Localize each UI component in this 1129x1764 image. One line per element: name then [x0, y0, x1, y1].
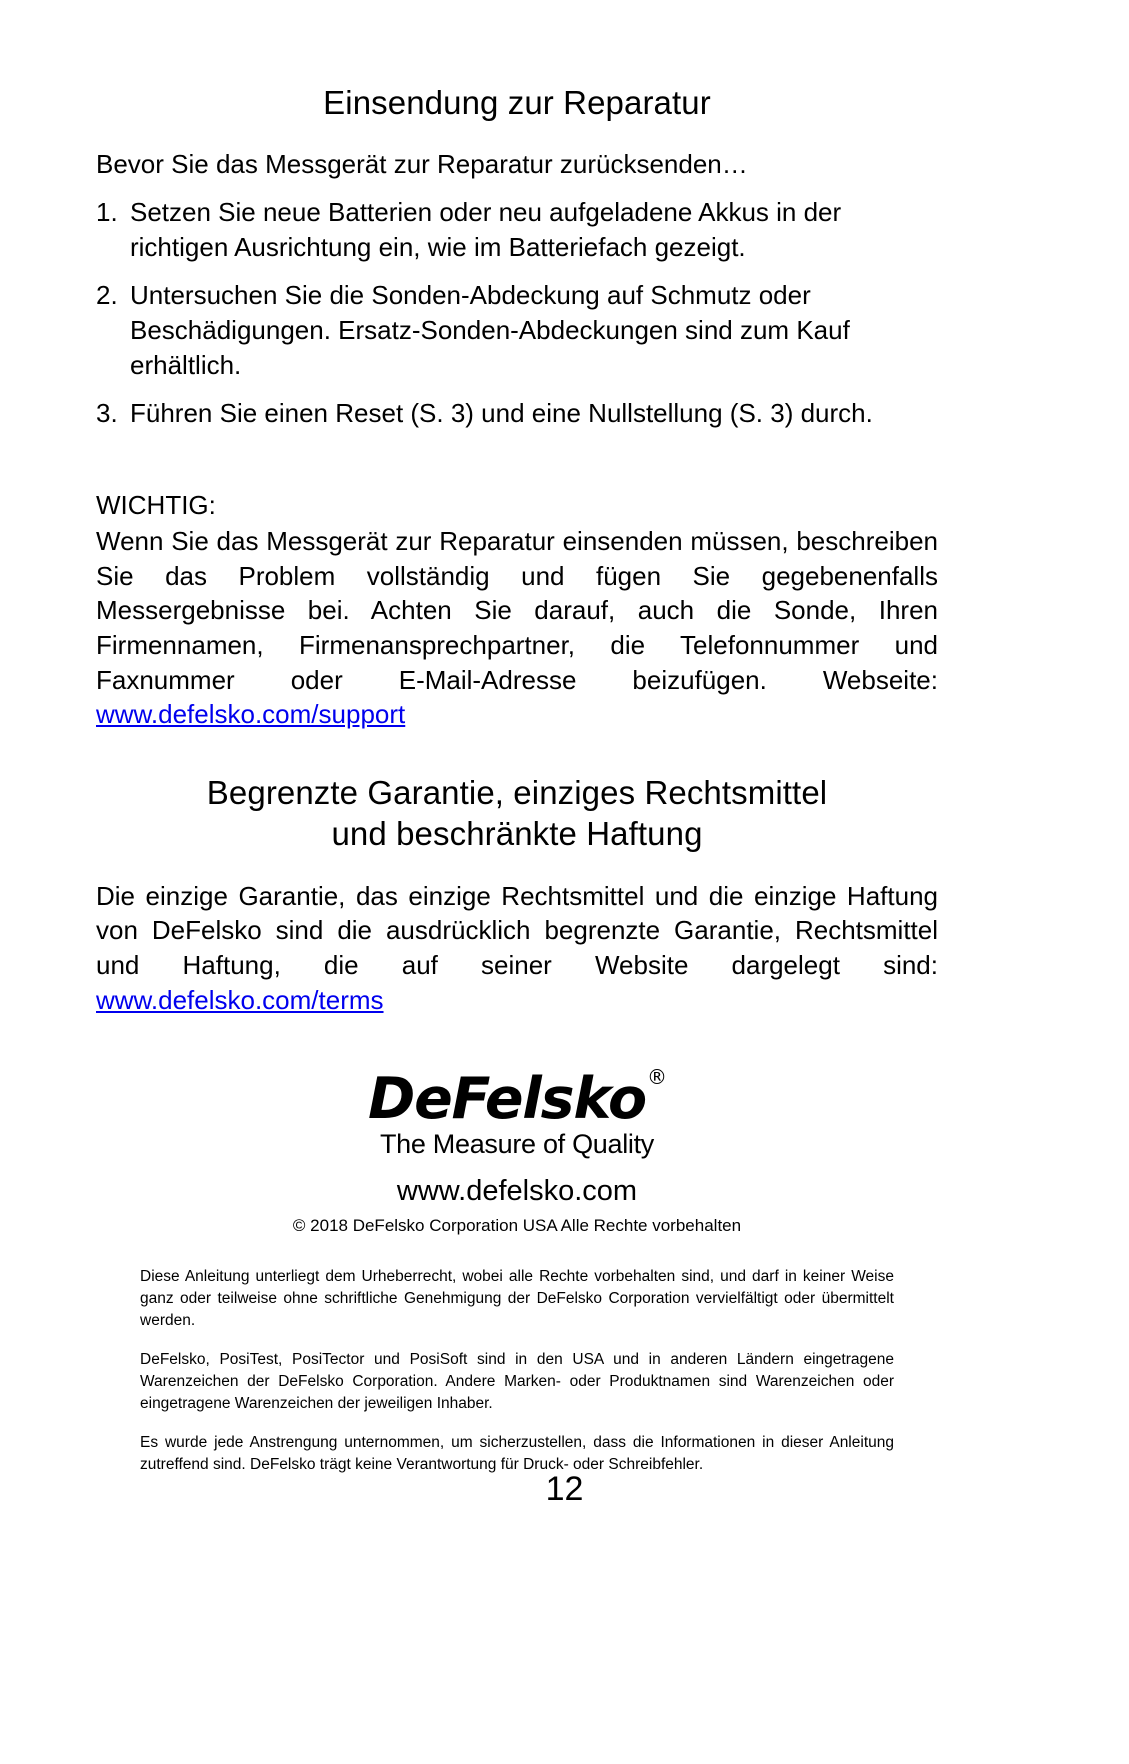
repair-steps-list [96, 195, 938, 430]
warranty-title [96, 772, 938, 855]
legal-paragraph: Es wurde jede Anstrengung unternommen, um sicherzustellen, dass die Informationen in dieser Anleitung zutreffend sind. DeFelsko trägt keine Verantwortung für Druck- oder Schreibfehler. [140, 1434, 894, 1474]
spacer [96, 445, 938, 489]
important-paragraph-text: Wenn Sie das Messgerät zur Reparatur einsenden müssen, beschreiben Sie das Problem vollständig und fügen Sie gegebenenfalls Messergebnisse bei. Achten Sie darauf, auch die Sonde, Ihren Firmennamen, Firmenansprechpartner, die Telefonnummer und Faxnummer oder E-Mail-Adresse beizufügen. Webseite: [96, 525, 938, 695]
repair-intro-text: Bevor Sie das Messgerät zur Reparatur zurücksenden… [96, 148, 748, 179]
list-item-text: Setzen Sie neue Batterien oder neu aufgeladene Akkus in der richtigen Ausrichtung ein, wie im Batteriefach gezeigt. [130, 197, 842, 262]
legal-paragraph: DeFelsko, PosiTest, PosiTector und PosiSoft sind in den USA und in anderen Ländern eingetragene Warenzeichen der DeFelsko Corporation. Andere Marken- oder Produktnamen sind Warenzeichen oder eingetragene Warenzeichen der jeweiligen Inhaber. [140, 1351, 894, 1413]
legal-paragraph: Diese Anleitung unterliegt dem Urheberrecht, wobei alle Rechte vorbehalten sind, und darf in keiner Weise ganz oder teilweise ohne schriftliche Genehmigung der DeFelsko Corporation vervielfältigt oder übermittelt werden. [140, 1268, 894, 1330]
list-item-number: 3. [96, 398, 118, 429]
warranty-title-line-1: Begrenzte Garantie, einziges Rechtsmittel [206, 774, 828, 812]
company-website: www.defelsko.com [396, 1175, 638, 1208]
legal-fineprint [96, 1266, 938, 1476]
page-content [96, 84, 938, 1493]
important-paragraph [96, 524, 938, 732]
registered-trademark-icon: ® [647, 1065, 668, 1090]
warranty-title-line-2: und beschränkte Haftung [331, 815, 703, 853]
warranty-paragraph [96, 879, 938, 1018]
logo-wordmark: DeFelsko [367, 1066, 647, 1133]
page-title: Einsendung zur Reparatur [323, 84, 711, 121]
defelsko-logo [367, 1065, 668, 1133]
list-item-number: 1. [96, 197, 118, 228]
support-url-link[interactable]: www.defelsko.com/support [96, 699, 406, 730]
list-item-text: Untersuchen Sie die Sonden-Abdeckung auf Schmutz oder Beschädigungen. Ersatz-Sonden-Abdeckungen sind zum Kauf erhältlich. [130, 280, 850, 380]
terms-url-link[interactable]: www.defelsko.com/terms [96, 984, 384, 1015]
warranty-paragraph-text: Die einzige Garantie, das einzige Rechtsmittel und die einzige Haftung von DeFelsko sind die ausdrücklich begrenzte Garantie, Rechtsmittel und Haftung, die auf seiner Website dargelegt sind: [96, 880, 938, 981]
list-item [96, 195, 938, 264]
list-item [96, 278, 938, 382]
list-item [96, 396, 938, 431]
list-item-text: Führen Sie einen Reset (S. 3) und eine Nullstellung (S. 3) durch. [130, 398, 873, 429]
footer-logo-block [96, 1065, 938, 1236]
page-number: 12 [545, 1470, 584, 1508]
list-item-number: 2. [96, 280, 118, 311]
logo-tagline: The Measure of Quality [379, 1129, 655, 1160]
copyright-notice: © 2018 DeFelsko Corporation USA Alle Rechte vorbehalten [292, 1216, 742, 1236]
important-label: WICHTIG: [96, 489, 216, 520]
